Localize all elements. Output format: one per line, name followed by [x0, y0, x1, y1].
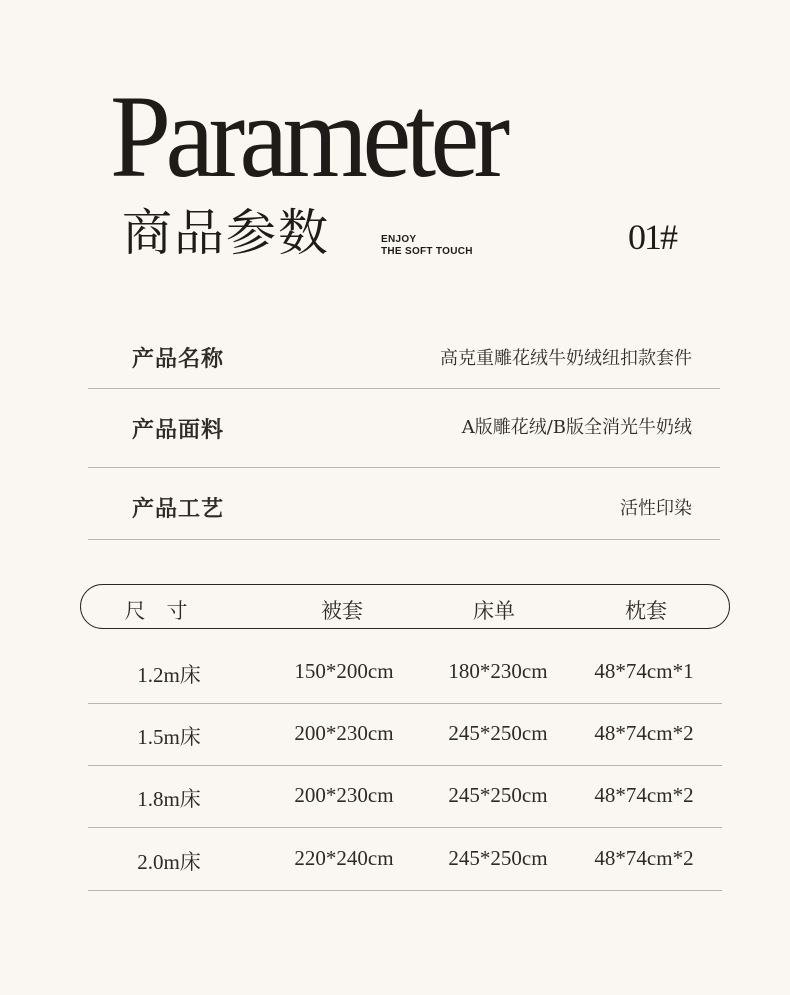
tagline	[381, 234, 473, 258]
product-number: 01#	[628, 217, 676, 257]
page-subtitle: 商品参数	[122, 204, 330, 262]
header-size: 尺 寸	[124, 599, 188, 623]
info-value: 活性印染	[620, 498, 692, 519]
duvet-cell: 220*240cm	[294, 846, 394, 870]
duvet-cell: 200*230cm	[294, 783, 394, 807]
info-value: 高克重雕花绒牛奶绒纽扣款套件	[440, 348, 692, 369]
header-sheet: 床单	[473, 599, 515, 623]
info-label: 产品名称	[132, 347, 225, 372]
header-duvet: 被套	[321, 599, 363, 623]
tagline-line-1: ENJOY	[381, 234, 417, 245]
pillowcase-cell: 48*74cm*2	[594, 846, 694, 870]
size-cell: 1.2m床	[137, 663, 201, 687]
pillowcase-cell: 48*74cm*2	[594, 721, 694, 745]
sheet-cell: 180*230cm	[448, 659, 548, 683]
info-row-fabric	[88, 389, 720, 468]
sheet-cell: 245*250cm	[448, 783, 548, 807]
size-cell: 1.5m床	[137, 725, 201, 749]
sheet-cell: 245*250cm	[448, 721, 548, 745]
duvet-cell: 150*200cm	[294, 659, 394, 683]
tagline-line-2: THE SOFT TOUCH	[381, 246, 473, 257]
table-row	[88, 765, 722, 828]
info-row-name	[88, 330, 720, 389]
sheet-cell: 245*250cm	[448, 846, 548, 870]
info-value: A版雕花绒/B版全消光牛奶绒	[461, 417, 692, 438]
pillowcase-cell: 48*74cm*2	[594, 783, 694, 807]
page-title: Parameter	[110, 71, 505, 202]
size-cell: 1.8m床	[137, 787, 201, 811]
table-row	[88, 828, 722, 891]
size-cell: 2.0m床	[137, 850, 201, 874]
header-pillowcase: 枕套	[625, 599, 667, 623]
size-table-header	[80, 584, 730, 629]
info-label: 产品面料	[132, 418, 225, 443]
duvet-cell: 200*230cm	[294, 721, 394, 745]
table-row	[88, 703, 722, 766]
info-row-craft	[88, 468, 720, 540]
table-row	[88, 641, 722, 704]
pillowcase-cell: 48*74cm*1	[594, 659, 694, 683]
info-label: 产品工艺	[132, 497, 225, 522]
